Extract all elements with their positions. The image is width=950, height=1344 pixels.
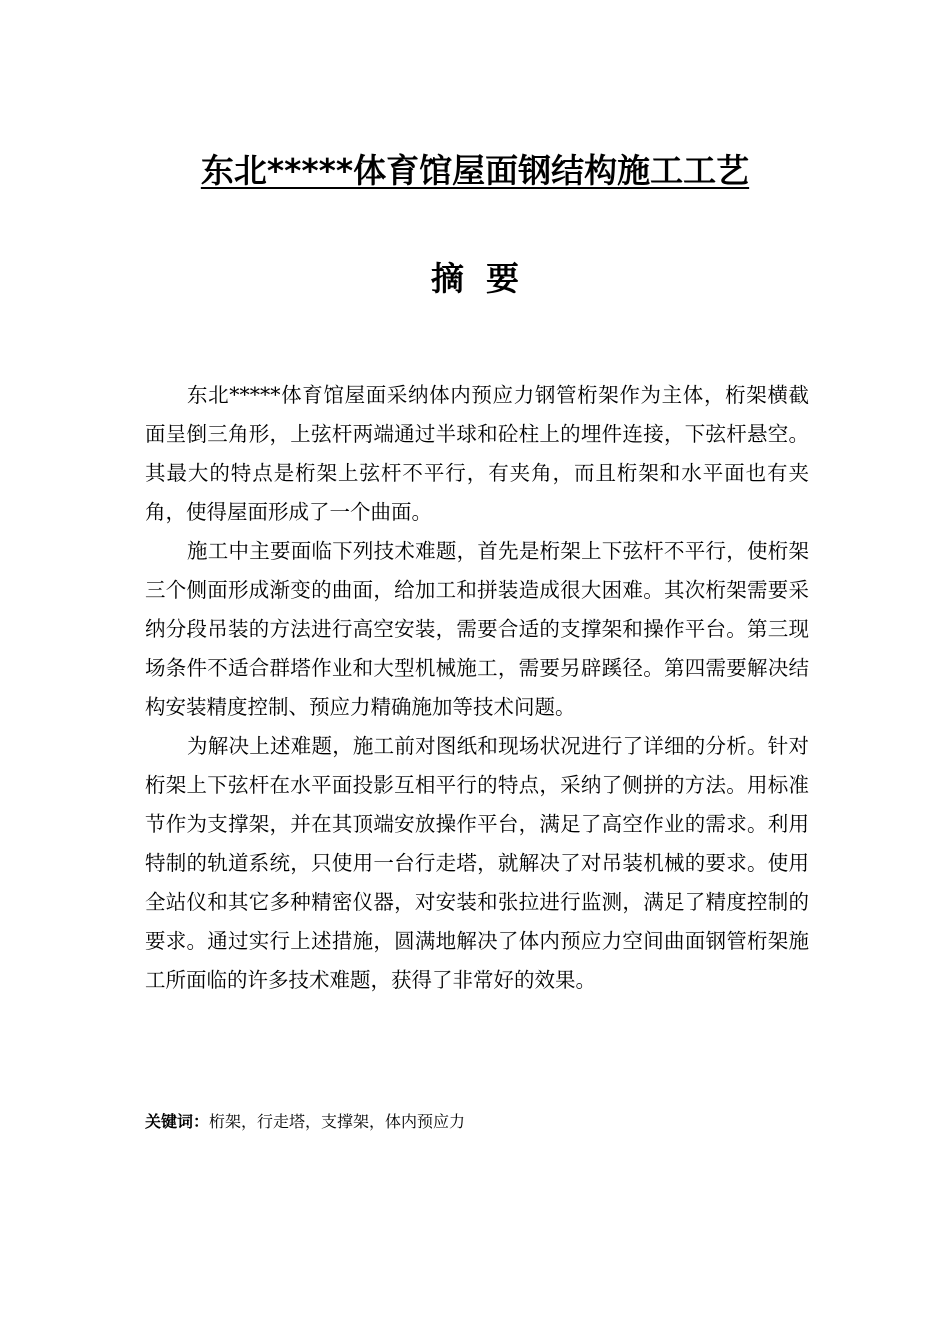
abstract-paragraph-2: 施工中主要面临下列技术难题，首先是桁架上下弦杆不平行，使桁架三个侧面形成渐变的曲面，给加工和拼装造成很大困难。其次桁架需要采纳分段吊装的方法进行高空安装，需要合适的支撑架和操作平台。第三现场条件不适合群塔作业和大型机械施工，需要另辟蹊径。第四需要解决结构安装精度控制、预应力精确施加等技术问题。 xyxy=(145,539,809,719)
keywords-line xyxy=(145,1108,809,1136)
abstract-paragraph-1: 东北*****体育馆屋面采纳体内预应力钢管桁架作为主体，桁架横截面呈倒三角形，上弦杆两端通过半球和砼柱上的埋件连接，下弦杆悬空。其最大的特点是桁架上弦杆不平行，有夹角，而且桁架和水平面也有夹角，使得屋面形成了一个曲面。 xyxy=(145,383,809,524)
keywords-label: 关键词： xyxy=(145,1112,210,1131)
document-title xyxy=(0,146,950,196)
abstract-heading: 摘要 xyxy=(431,259,541,298)
document-title-text: 东北*****体育馆屋面钢结构施工工艺 xyxy=(200,151,750,190)
abstract-paragraph-3: 为解决上述难题，施工前对图纸和现场状况进行了详细的分析。针对桁架上下弦杆在水平面投影互相平行的特点，采纳了侧拼的方法。用标准节作为支撑架，并在其顶端安放操作平台，满足了高空作业的需求。利用特制的轨道系统，只使用一台行走塔，就解决了对吊装机械的要求。使用全站仪和其它多种精密仪器，对安装和张拉进行监测，满足了精度控制的要求。通过实行上述措施，圆满地解决了体内预应力空间曲面钢管桁架施工所面临的许多技术难题，获得了非常好的效果。 xyxy=(145,734,809,992)
abstract-body xyxy=(145,376,809,1000)
keywords-value: 桁架，行走塔，支撑架，体内预应力 xyxy=(209,1112,466,1131)
